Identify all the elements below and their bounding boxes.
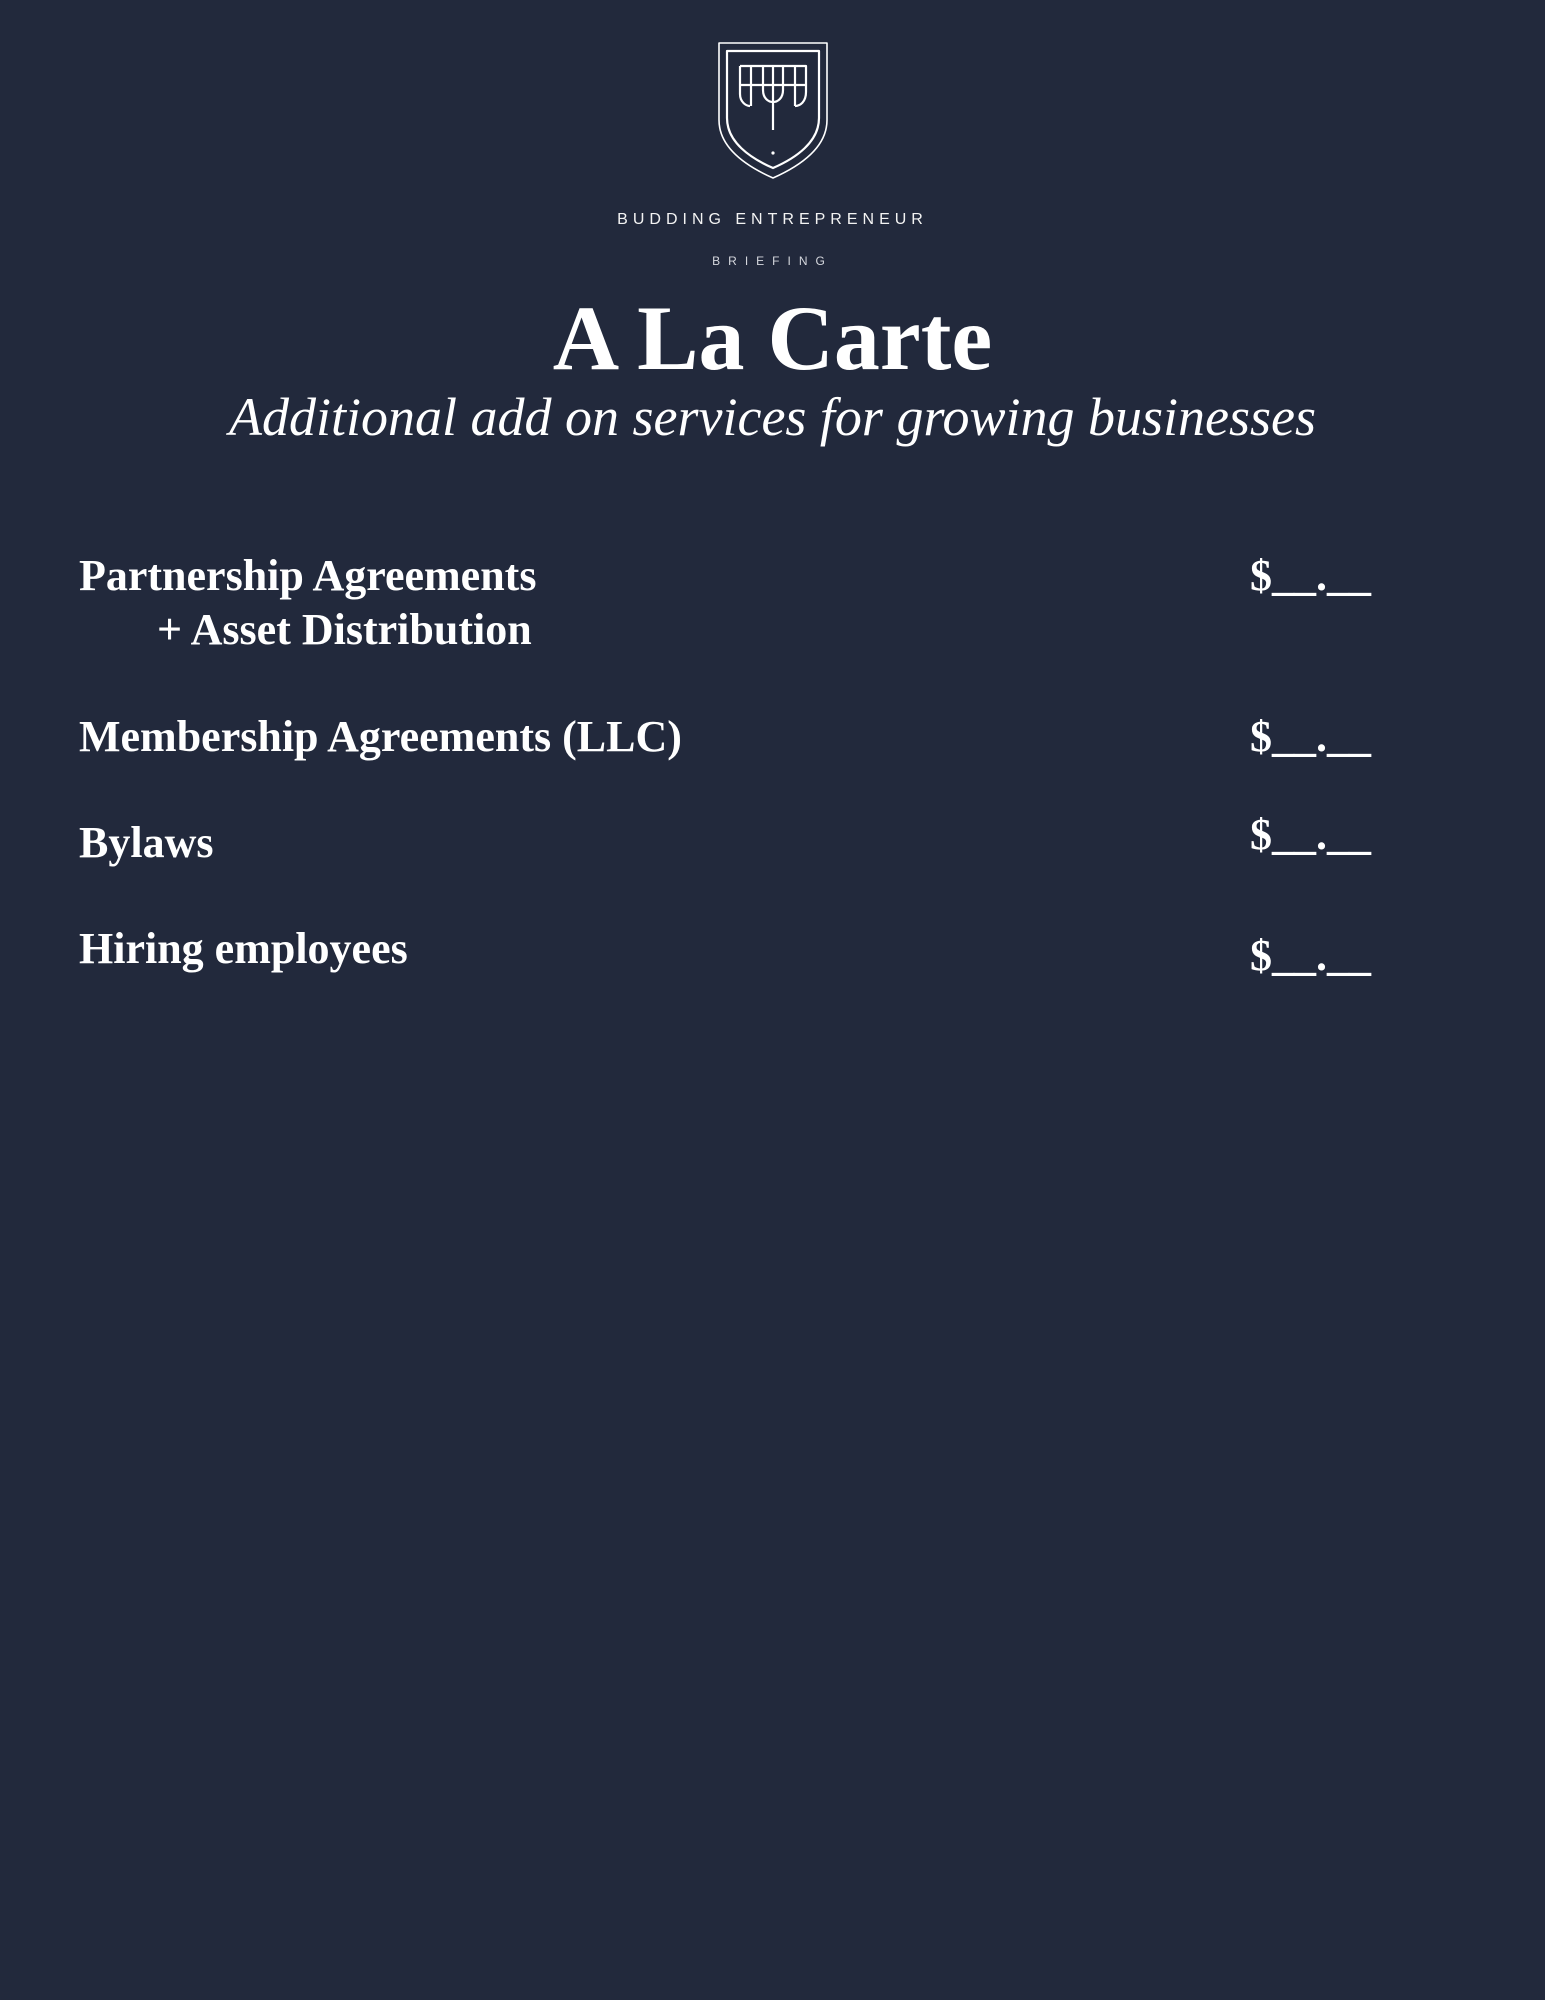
service-price-bylaws: $__.__	[1250, 810, 1371, 859]
service-name-partnership: Partnership Agreements	[79, 551, 537, 600]
brand-subtitle: BRIEFING	[712, 254, 833, 268]
service-price-membership: $__.__	[1250, 712, 1371, 761]
service-name-bylaws: Bylaws	[79, 818, 214, 867]
service-name-membership: Membership Agreements (LLC)	[79, 712, 682, 761]
service-name-partnership-line2: + Asset Distribution	[157, 605, 532, 654]
brand-name: BUDDING ENTREPRENEUR	[617, 211, 928, 228]
service-price-partnership: $__.__	[1250, 551, 1371, 600]
page-subtitle: Additional add on services for growing businesses	[229, 387, 1316, 447]
service-price-hiring: $__.__	[1250, 931, 1371, 980]
service-name-hiring: Hiring employees	[79, 924, 408, 973]
page-title: A La Carte	[552, 287, 993, 389]
shield-crest-icon	[716, 40, 830, 180]
